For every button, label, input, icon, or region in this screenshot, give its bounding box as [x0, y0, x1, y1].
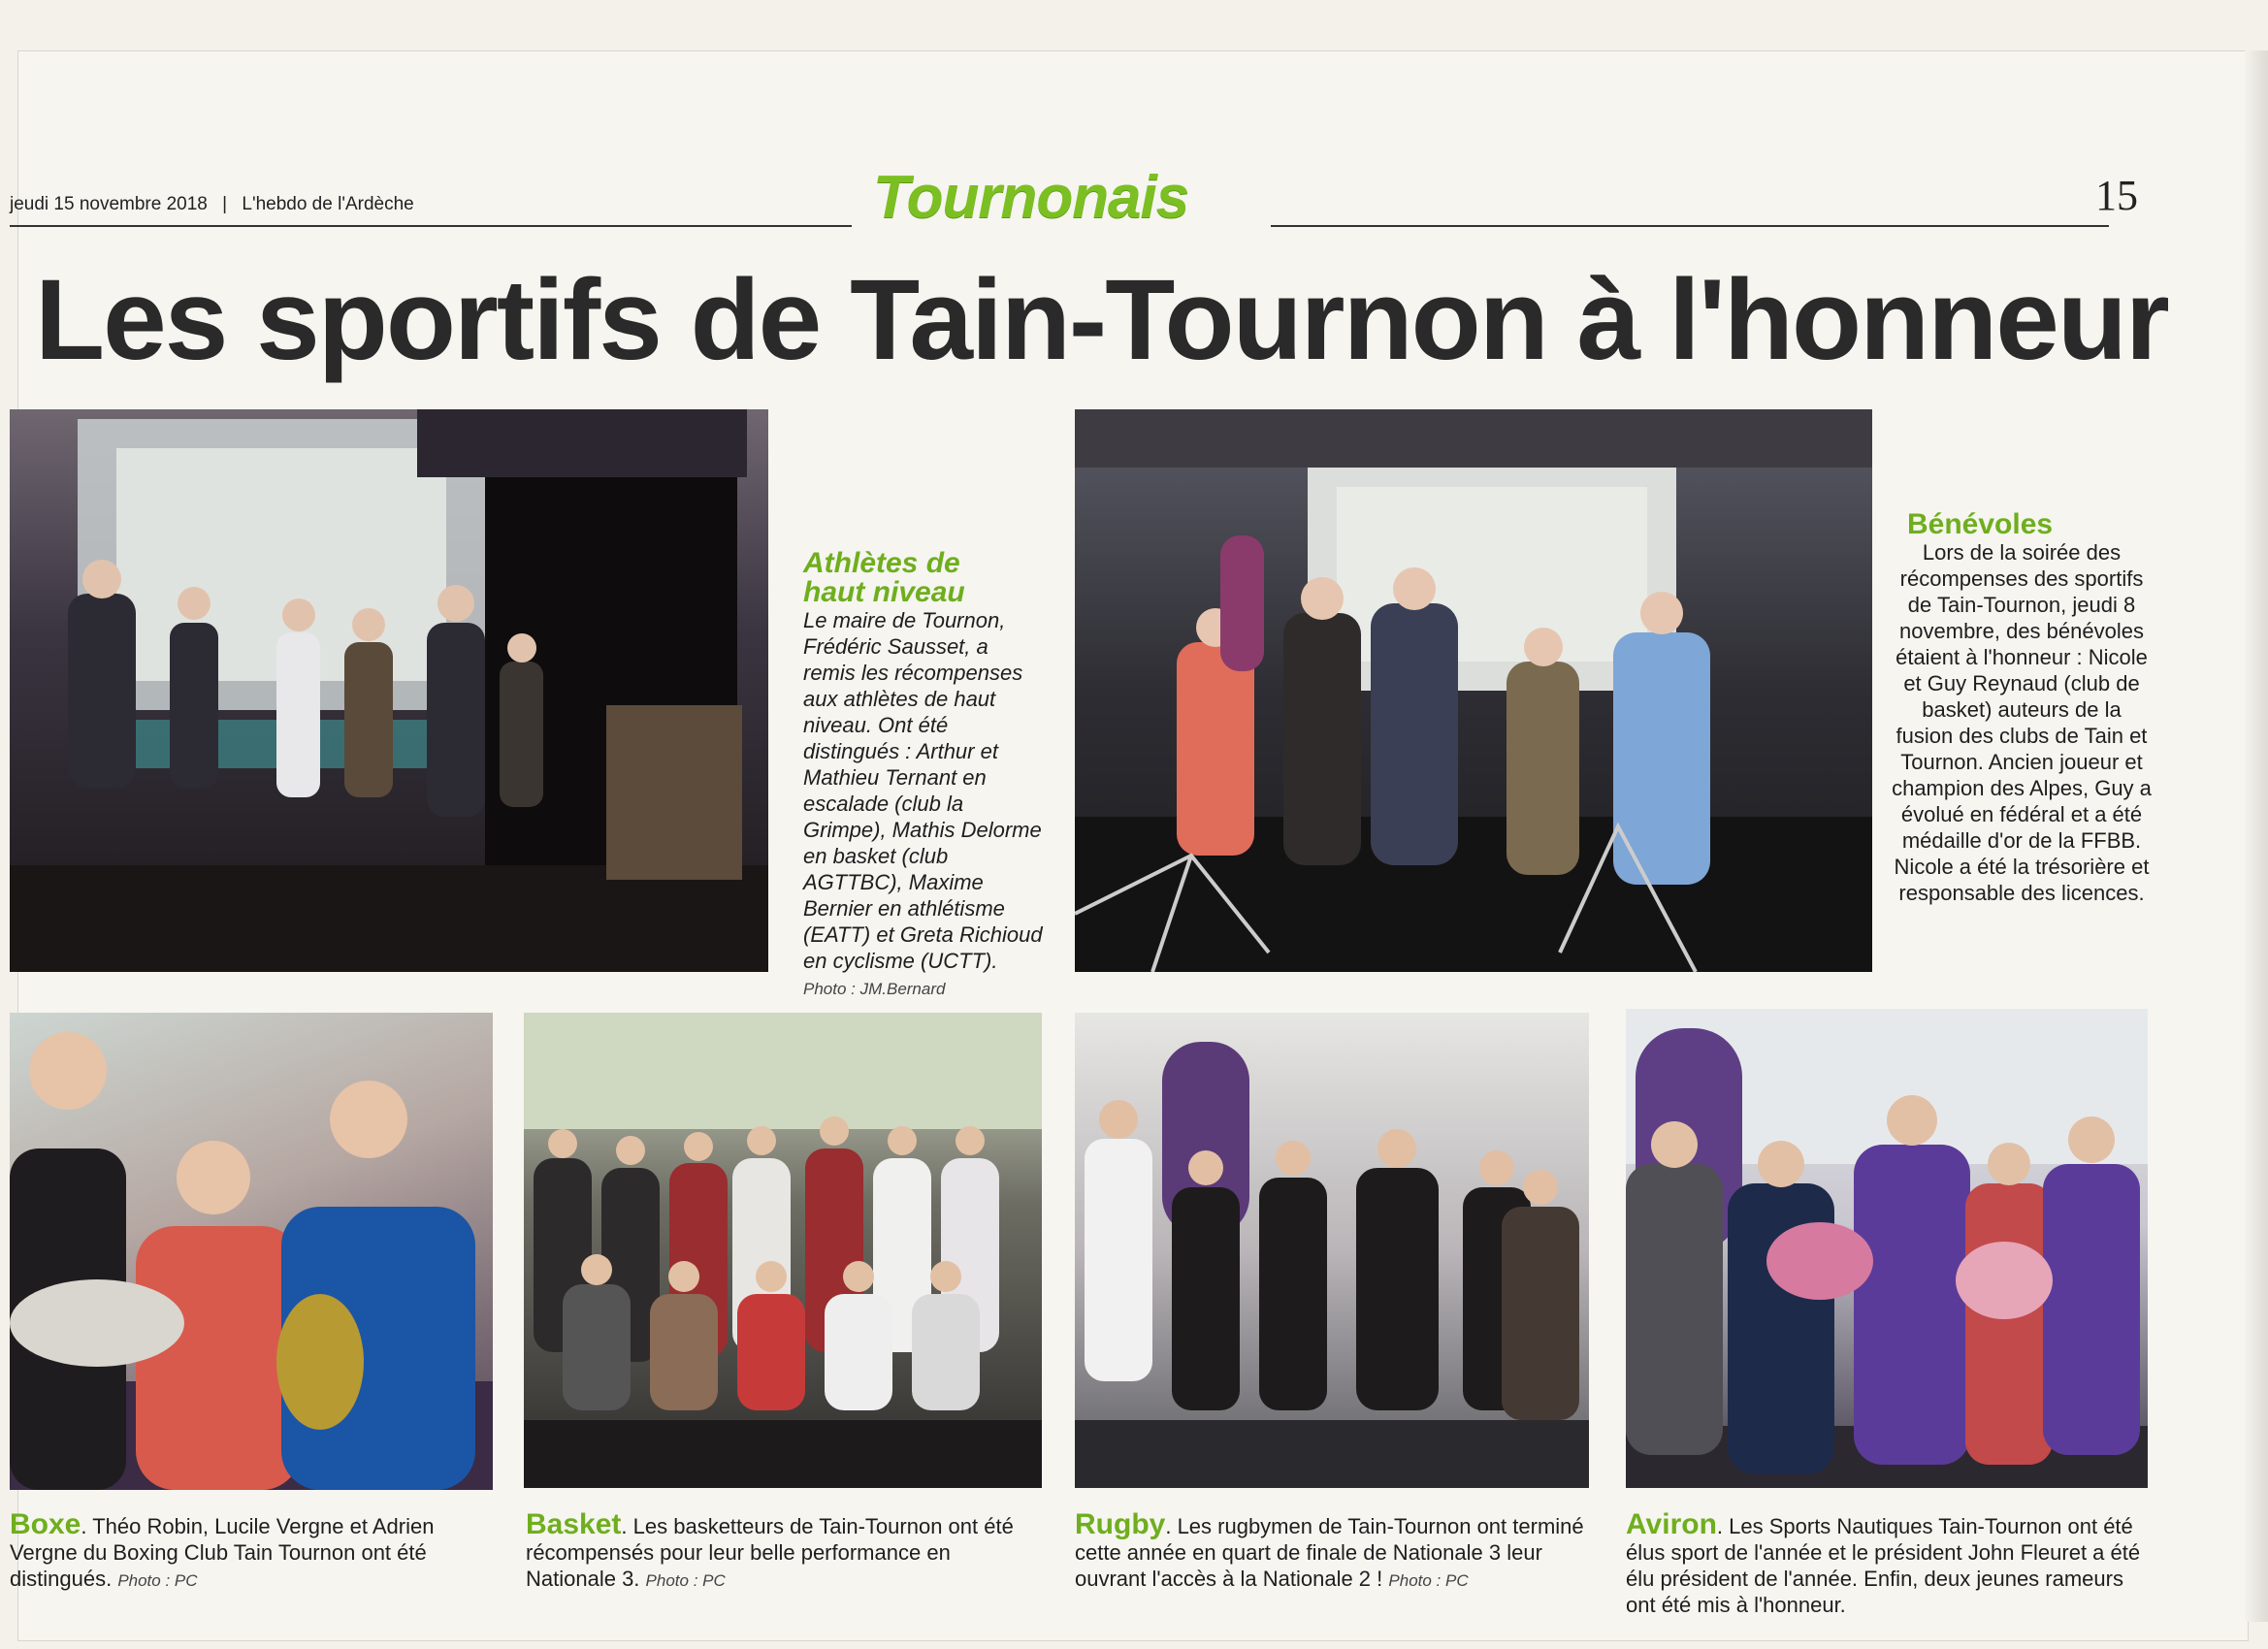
athletes-kicker: Athlètes de haut niveau	[803, 547, 965, 608]
header-rule-right	[1271, 225, 2109, 227]
page-headline: Les sportifs de Tain-Tournon à l'honneur	[35, 256, 2168, 384]
photo-basket-scene	[524, 1013, 1042, 1488]
dateline	[10, 194, 414, 215]
boxe-kicker: Boxe	[10, 1508, 81, 1540]
photo-boxe	[10, 1013, 493, 1490]
photo-athletes	[10, 409, 768, 972]
photo-boxe-scene	[10, 1013, 493, 1490]
aviron-kicker: Aviron	[1626, 1508, 1717, 1540]
article-athletes	[803, 549, 1046, 1002]
photo-basket	[524, 1013, 1042, 1488]
dateline-separator: |	[222, 194, 228, 214]
athletes-photo-credit: Photo : JM.Bernard	[803, 980, 946, 998]
photo-benevoles	[1075, 409, 1872, 972]
basket-photo-credit: Photo : PC	[645, 1571, 726, 1590]
basket-body: Les basketteurs de Tain-Tournon ont été récompensés pour leur belle performance en Nationale 3.	[526, 1514, 1014, 1591]
rugby-kicker: Rugby	[1075, 1508, 1166, 1540]
photo-aviron	[1626, 1009, 2148, 1488]
benevoles-body: Lors de la soirée des récompenses des sportifs de Tain-Tournon, jeudi 8 novembre, des bénévoles étaient à l'honneur : Nicole et Guy Reynaud (club de basket) auteurs de la fusion des clubs de Tain et Tournon. Ancien joueur et champion des Alpes, Guy a évolué en fédéral et a été médaille d'or de la FFBB. Nicole a été la trésorière et responsable des licences.	[1892, 540, 2152, 905]
benevoles-kicker: Bénévoles	[1907, 508, 2054, 540]
caption-rugby: Rugby. Les rugbymen de Tain-Tournon ont terminé cette année en quart de finale de Nationale 3 leur ouvrant l'accès à la Nationale 2 ! Photo : PC	[1075, 1508, 1584, 1591]
basket-kicker: Basket	[526, 1508, 622, 1540]
header-rule-left	[10, 225, 852, 227]
rugby-photo-credit: Photo : PC	[1388, 1571, 1469, 1590]
photo-rugby-scene	[1075, 1013, 1589, 1488]
rugby-body: Les rugbymen de Tain-Tournon ont terminé cette année en quart de finale de Nationale 3 leur ouvrant l'accès à la Nationale 2 !	[1075, 1514, 1584, 1591]
photo-rugby	[1075, 1013, 1589, 1488]
section-title: Tournonais	[873, 164, 1189, 231]
caption-aviron: Aviron. Les Sports Nautiques Tain-Tournon ont été élus sport de l'année et le président John Fleuret a été élu président de l'année. Enfin, deux jeunes rameurs ont été mis à l'honneur.	[1626, 1508, 2141, 1617]
page-number: 15	[2095, 172, 2138, 219]
issue-date: jeudi 15 novembre 2018	[10, 194, 208, 214]
caption-boxe: Boxe. Théo Robin, Lucile Vergne et Adrien Vergne du Boxing Club Tain Tournon ont été distingués. Photo : PC	[10, 1508, 435, 1591]
caption-basket: Basket. Les basketteurs de Tain-Tournon ont été récompensés pour leur belle performance en Nationale 3. Photo : PC	[526, 1508, 1014, 1591]
boxe-photo-credit: Photo : PC	[117, 1571, 198, 1590]
photo-benevoles-scene	[1075, 409, 1872, 972]
article-benevoles	[1892, 510, 2152, 906]
photo-aviron-scene	[1626, 1009, 2148, 1488]
aviron-body: Les Sports Nautiques Tain-Tournon ont été élus sport de l'année et le président John Fleuret a été élu président de l'année. Enfin, deux jeunes rameurs ont été mis à l'honneur.	[1626, 1514, 2141, 1617]
photo-athletes-scene	[10, 409, 768, 972]
page-edge	[2245, 50, 2268, 1622]
boxe-body: Théo Robin, Lucile Vergne et Adrien Vergne du Boxing Club Tain Tournon ont été distingués.	[10, 1514, 435, 1591]
publication-name: L'hebdo de l'Ardèche	[242, 194, 414, 214]
athletes-body: Le maire de Tournon, Frédéric Sausset, a remis les récompenses aux athlètes de haut niveau. Ont été distingués : Arthur et Mathieu Ternant en escalade (club la Grimpe), Mathis Delorme en basket (club AGTTBC), Maxime Bernier en athlétisme (EATT) et Greta Richioud en cyclisme (UCTT).	[803, 608, 1043, 973]
